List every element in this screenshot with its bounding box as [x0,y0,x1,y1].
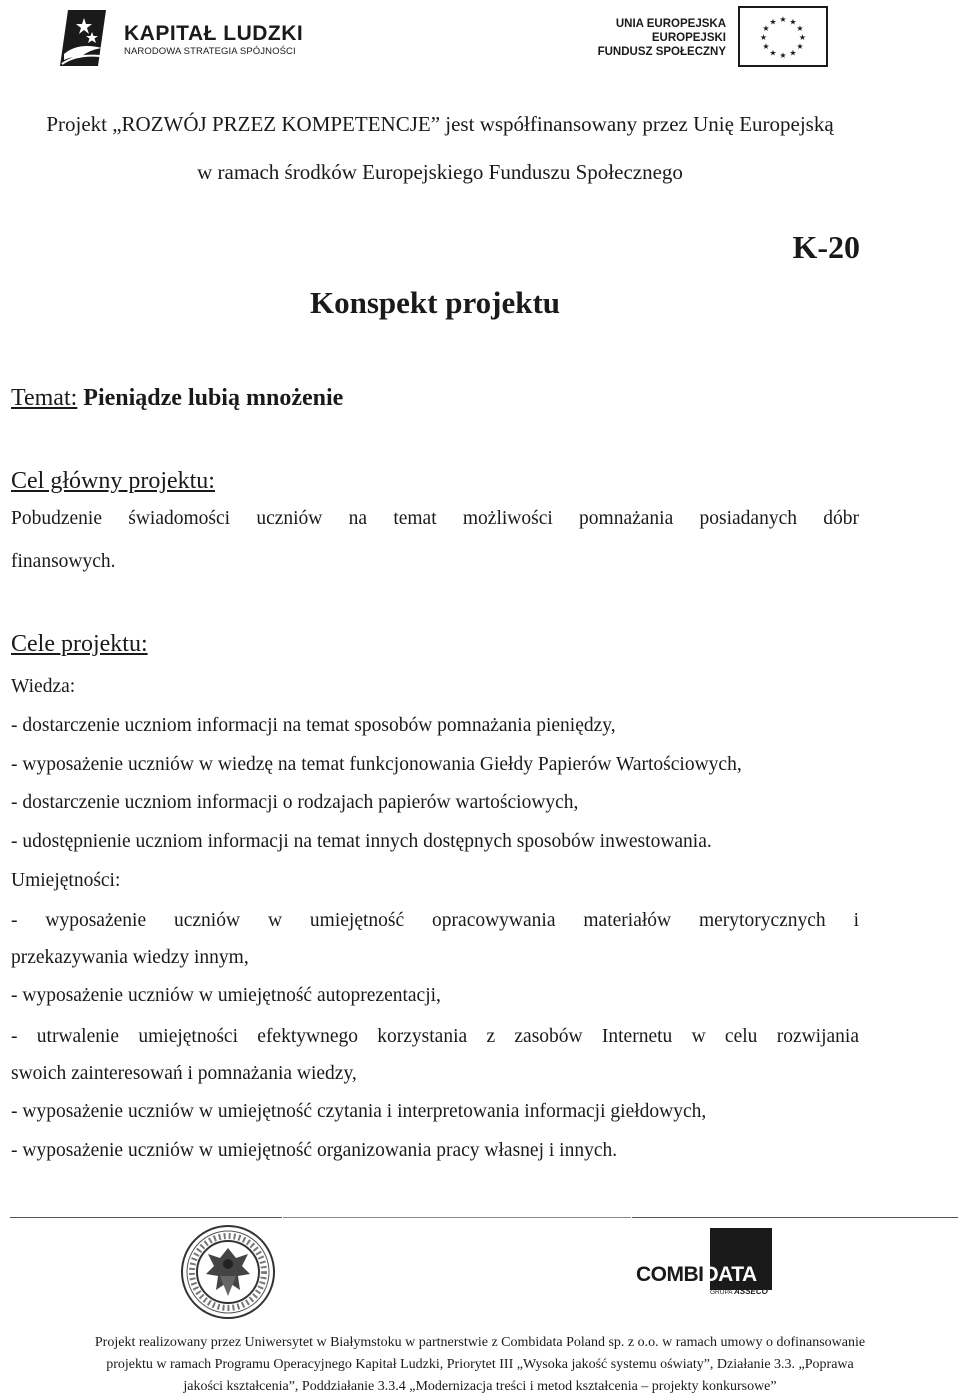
svg-text:★: ★ [789,17,797,27]
combidata-logo [636,1263,757,1287]
eu-line3: FUNDUSZ SPOŁECZNY [597,46,726,58]
svg-text:★: ★ [759,33,768,42]
footer-divider [283,1217,631,1218]
main-goal-line-1: Pobudzenie świadomości uczniów na temat możliwości pomnażania posiadanych dóbr [11,508,859,529]
knowledge-item: - dostarczenie uczniom informacji o rodzajach papierów wartościowych, [11,792,579,813]
skills-item-5: - wyposażenie uczniów w umiejętność organizowania pracy własnej i innych. [11,1140,618,1161]
combidata-asseco: ASSECO [734,1287,768,1296]
skills-label: Umiejętności: [11,870,121,891]
footer-divider [632,1217,958,1218]
university-seal-icon [180,1224,276,1320]
skills-item-4: - wyposażenie uczniów w umiejętność czytania i interpretowania informacji giełdowych, [11,1101,707,1122]
kapital-ludzki-name: KAPITAŁ LUDZKI [124,22,304,45]
skills-item-3-line-1: - utrwalenie umiejętności efektywnego korzystania z zasobów Internetu w celu rozwijania [11,1026,859,1047]
svg-text:★: ★ [789,48,797,58]
footer-line-1: Projekt realizowany przez Uniwersytet w Białymstoku w partnerstwie z Combidata Poland sp. z o.o. w ramach umowy o dofinansowanie [94,1335,866,1350]
eu-flag-icon [738,6,828,67]
footer-line-3: jakości kształcenia”, Poddziałanie 3.3.4 „Modernizacja treści i metod kształcenia – projekty konkursowe” [183,1379,777,1394]
svg-text:★: ★ [769,17,777,27]
project-line-2: w ramach środków Europejskiego Funduszu Społecznego [197,160,683,184]
combidata-grupa: GRUPA [710,1289,733,1296]
combidata-group [710,1287,768,1296]
footer-line-2: projektu w ramach Programu Operacyjnego Kapitał Ludzki, Priorytet III „Wysoka jakość systemu oświaty”, Działanie 3.3. „Poprawa [106,1357,854,1372]
eu-logo-text [598,17,726,59]
combidata-logo-right: DATA [703,1263,757,1286]
topic [11,385,343,412]
combidata-logo-left: COMBI [636,1263,704,1286]
goals-heading: Cele projektu: [11,631,148,657]
svg-text:★: ★ [769,48,777,58]
main-goal-line-2: finansowych. [11,551,116,572]
eu-line1: UNIA EUROPEJSKA [615,18,726,30]
knowledge-label: Wiedza: [11,676,76,697]
knowledge-item: - dostarczenie uczniom informacji na temat sposobów pomnażania pieniędzy, [11,715,616,736]
svg-text:★: ★ [796,24,804,33]
svg-text:★: ★ [779,51,787,60]
knowledge-item: - wyposażenie uczniów w wiedzę na temat funkcjonowania Giełdy Papierów Wartościowych, [11,754,742,775]
svg-text:★: ★ [796,42,804,51]
svg-text:★: ★ [762,24,770,33]
knowledge-item: - udostępnienie uczniom informacji na temat innych dostępnych sposobów inwestowania. [11,831,712,852]
topic-label: Temat: [11,385,78,411]
skills-item-2: - wyposażenie uczniów w umiejętność autoprezentacji, [11,985,441,1006]
document-code: K-20 [792,229,860,265]
svg-text:★: ★ [779,15,787,24]
svg-text:★: ★ [798,33,807,42]
svg-text:★: ★ [762,42,770,51]
skills-item-1-line-1: - wyposażenie uczniów w umiejętność opracowywania materiałów merytorycznych i [11,910,859,931]
main-goal-heading: Cel główny projektu: [11,468,215,494]
skills-item-3-line-2: swoich zainteresowań i pomnażania wiedzy, [11,1063,357,1084]
topic-value: Pieniądze lubią mnożenie [83,385,344,411]
project-line-1: Projekt „ROZWÓJ PRZEZ KOMPETENCJE” jest współfinansowany przez Unię Europejską [46,112,834,136]
footer-divider [10,1217,282,1218]
document-title: Konspekt projektu [309,285,561,320]
skills-item-1-line-2: przekazywania wiedzy innym, [11,947,249,968]
kapital-ludzki-subtitle: NARODOWA STRATEGIA SPÓJNOŚCI [124,46,296,57]
eu-line2: EUROPEJSKI [651,32,726,44]
